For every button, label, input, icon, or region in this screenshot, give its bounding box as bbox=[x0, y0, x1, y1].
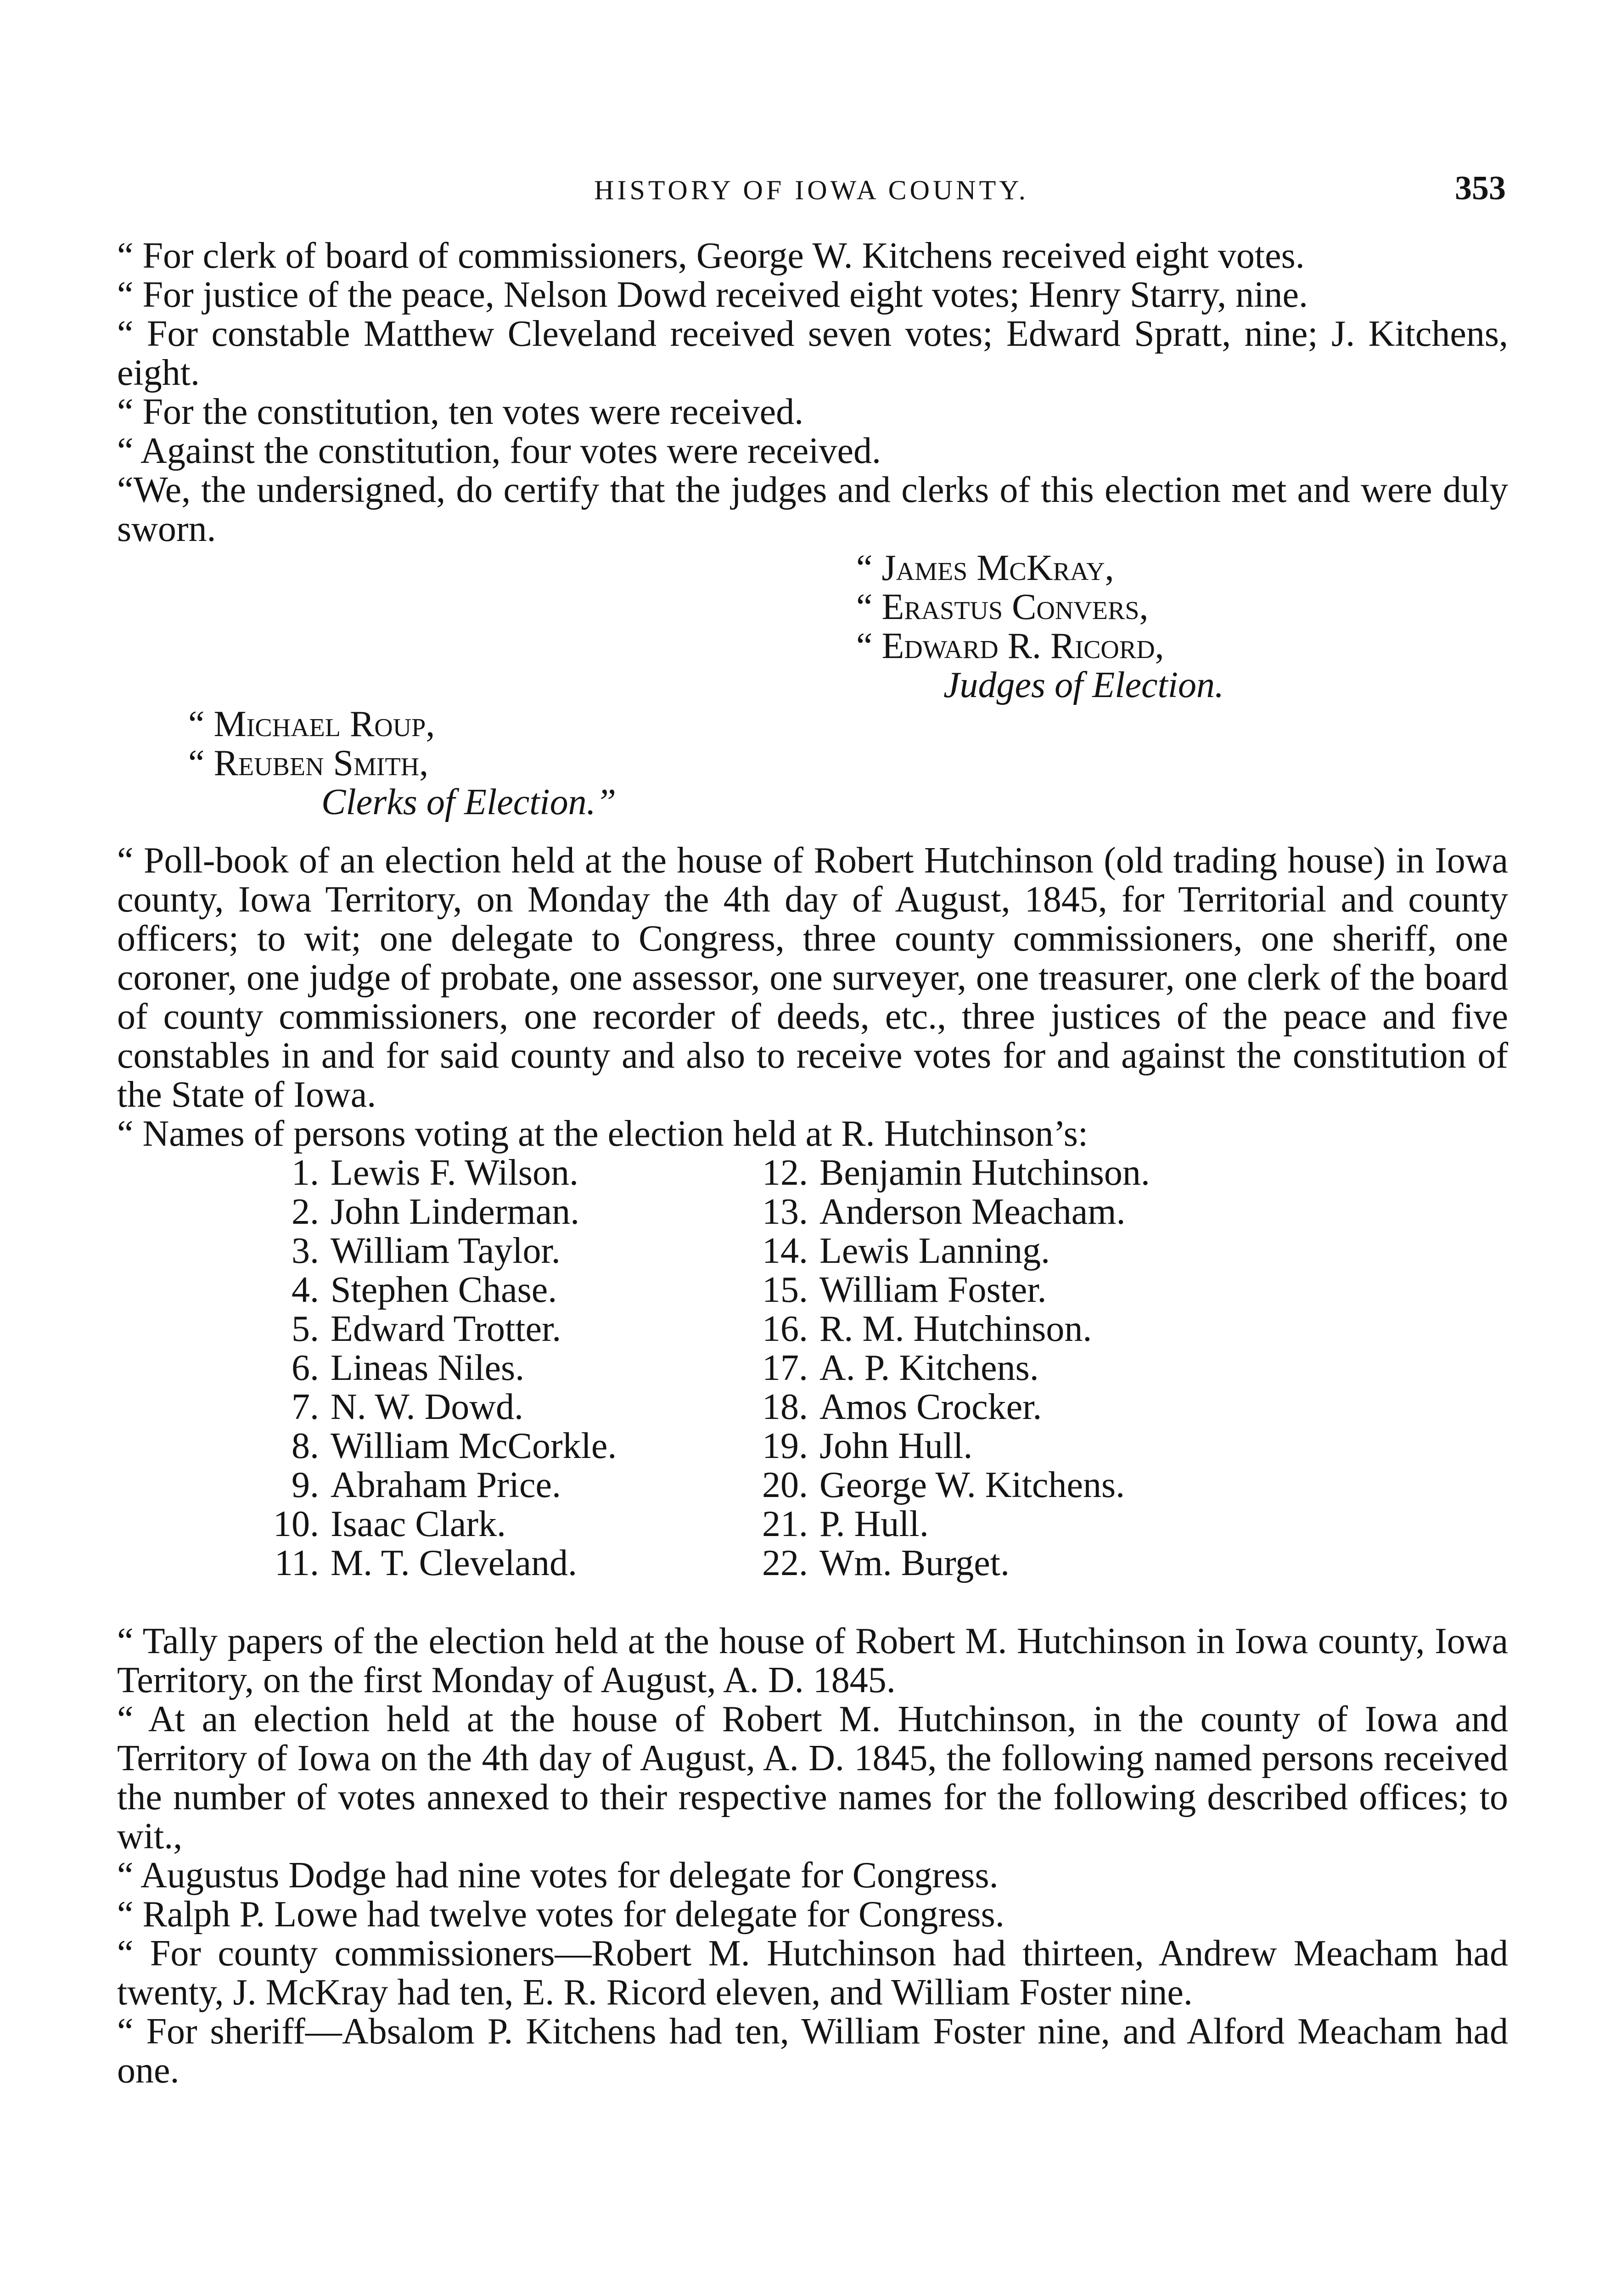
list-item: 4. Stephen Chase. bbox=[292, 1270, 557, 1310]
list-item: 1. Lewis F. Wilson. bbox=[292, 1153, 579, 1193]
paragraph-certification: “We, the undersigned, do certify that the judges and clerks of this election met and were duly sworn. bbox=[117, 470, 1508, 549]
paragraph-for-constitution: “ For the constitution, ten votes were received. bbox=[117, 392, 804, 432]
list-item: 12. Benjamin Hutchinson. bbox=[762, 1153, 1150, 1193]
list-item: 15. William Foster. bbox=[762, 1270, 1047, 1310]
list-item: 9. Abraham Price. bbox=[292, 1465, 561, 1505]
voter-column-left bbox=[250, 1154, 617, 1583]
list-item: 14. Lewis Lanning. bbox=[762, 1231, 1050, 1271]
list-item: 6. Lineas Niles. bbox=[292, 1348, 525, 1388]
clerks-signatures bbox=[188, 705, 1508, 822]
list-item: 11. M. T. Cleveland. bbox=[274, 1543, 577, 1583]
list-item: 22. Wm. Burget. bbox=[762, 1543, 1010, 1583]
voter-column-right bbox=[739, 1154, 1150, 1583]
voter-list bbox=[117, 1154, 1508, 1622]
paragraph-names-intro: “ Names of persons voting at the election held at R. Hutchinson’s: bbox=[117, 1114, 1089, 1154]
list-item: 8. William McCorkle. bbox=[292, 1426, 617, 1466]
paragraph-justice-votes: “ For justice of the peace, Nelson Dowd received eight votes; Henry Starry, nine. bbox=[117, 275, 1308, 315]
paragraph-election-results: “ At an election held at the house of Robert M. Hutchinson, in the county of Iowa and Territory of Iowa on the 4th day of August, A. D. 1845, the following named persons received the number of votes annexed to their respective names for the following described offices; to wit., bbox=[117, 1699, 1508, 1857]
list-item: 17. A. P. Kitchens. bbox=[762, 1348, 1039, 1388]
list-item: 13. Anderson Meacham. bbox=[762, 1192, 1126, 1232]
paragraph-clerk-votes: “ For clerk of board of commissioners, George W. Kitchens received eight votes. bbox=[117, 236, 1305, 276]
paragraph-tally-papers: “ Tally papers of the election held at the house of Robert M. Hutchinson in Iowa county, Iowa Territory, on the first Monday of August, A. D. 1845. bbox=[117, 1621, 1508, 1700]
judge-signature: “ Erastus Convers, bbox=[856, 587, 1149, 627]
clerk-signature: “ Michael Roup, bbox=[188, 704, 435, 744]
page-number: 353 bbox=[1455, 169, 1506, 207]
list-item: 2. John Linderman. bbox=[292, 1192, 580, 1232]
judge-signature: “ James McKray, bbox=[856, 548, 1114, 588]
judges-title: Judges of Election. bbox=[943, 665, 1224, 705]
page-header bbox=[117, 169, 1506, 210]
paragraph-poll-book: “ Poll-book of an election held at the house of Robert Hutchinson (old trading house) in Iowa county, Iowa Territory, on Monday the 4th day of August, 1845, for Territorial and county officers; to wit; one delegate to Congress, three county commissioners, one sheriff, one coroner, one judge of probate, one assessor, one surveyer, one treasurer, one clerk of the board of county commissioners, one recorder of deeds, etc., three justices of the peace and five constables in and for said county and also to receive votes for and against the constitution of the State of Iowa. bbox=[117, 840, 1508, 1115]
running-head: HISTORY OF IOWA COUNTY. bbox=[594, 175, 1029, 205]
list-item: 19. John Hull. bbox=[762, 1426, 973, 1466]
page-body bbox=[117, 236, 1508, 2090]
list-item: 3. William Taylor. bbox=[292, 1231, 561, 1271]
paragraph-against-constitution: “ Against the constitution, four votes were received. bbox=[117, 431, 881, 471]
list-item: 20. George W. Kitchens. bbox=[762, 1465, 1125, 1505]
list-item: 21. P. Hull. bbox=[762, 1504, 929, 1544]
paragraph-constable-votes: “ For constable Matthew Cleveland received seven votes; Edward Spratt, nine; J. Kitchens, eight. bbox=[117, 314, 1508, 393]
judge-signature: “ Edward R. Ricord, bbox=[856, 626, 1164, 666]
paragraph-dodge-votes: “ Augustus Dodge had nine votes for delegate for Congress. bbox=[117, 1855, 999, 1896]
list-item: 18. Amos Crocker. bbox=[762, 1387, 1042, 1427]
paragraph-lowe-votes: “ Ralph P. Lowe had twelve votes for delegate for Congress. bbox=[117, 1894, 1004, 1935]
list-item: 16. R. M. Hutchinson. bbox=[762, 1309, 1092, 1349]
paragraph-sheriff-votes: “ For sheriff—Absalom P. Kitchens had ten, William Foster nine, and Alford Meacham had one. bbox=[117, 2011, 1508, 2091]
paragraph-commissioner-votes: “ For county commissioners—Robert M. Hutchinson had thirteen, Andrew Meacham had twenty, J. McKray had ten, E. R. Ricord eleven, and William Foster nine. bbox=[117, 1933, 1508, 2013]
judges-signatures bbox=[856, 549, 1508, 705]
clerk-signature: “ Reuben Smith, bbox=[188, 743, 429, 783]
list-item: 7. N. W. Dowd. bbox=[292, 1387, 524, 1427]
list-item: 10. Isaac Clark. bbox=[273, 1504, 506, 1544]
clerks-title: Clerks of Election.” bbox=[321, 782, 617, 822]
list-item: 5. Edward Trotter. bbox=[292, 1309, 561, 1349]
